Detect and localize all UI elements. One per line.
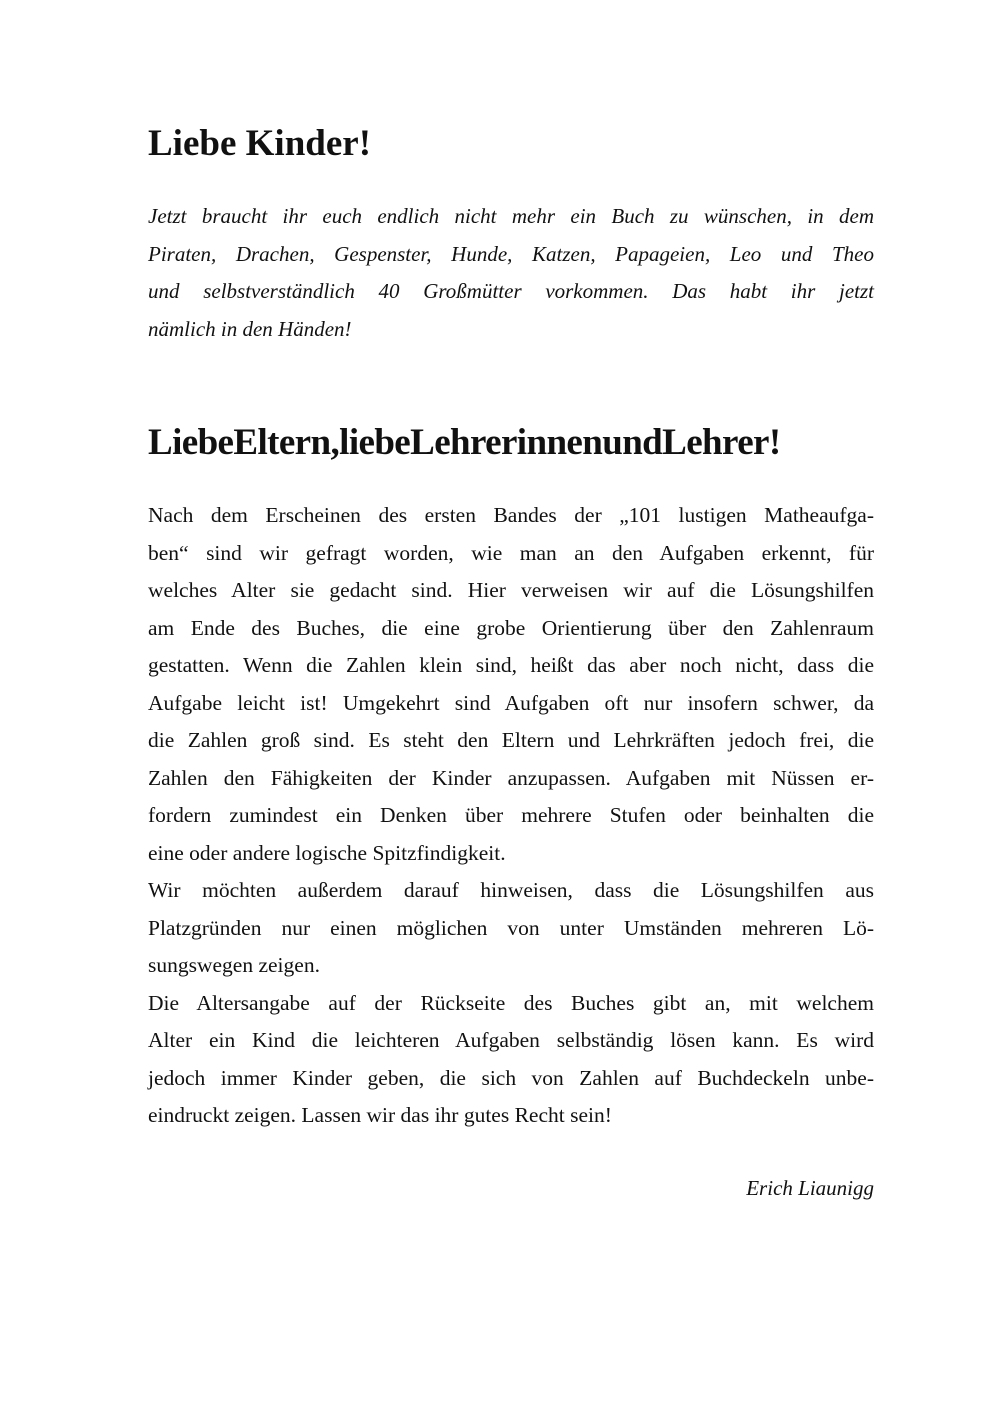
body-line: Platzgründen nur einen möglichen von unter Umständen mehreren Lö- <box>148 915 874 940</box>
intro-line: nämlich in den Händen! <box>148 316 352 341</box>
body-line: welches Alter sie gedacht sind. Hier verweisen wir auf die Lösungshilfen <box>148 578 874 602</box>
body-line: Nach dem Erscheinen des ersten Bandes der „101 lustigen Matheaufga- <box>148 503 874 527</box>
intro-paragraph <box>148 198 874 348</box>
body-line: fordern zumindest ein Denken über mehrere Stufen oder beinhalten die <box>148 803 874 827</box>
body-line: sungswegen zeigen. <box>148 953 320 977</box>
body-line: Wir möchten außerdem darauf hinweisen, dass die Lösungshilfen aus <box>148 878 874 902</box>
parents-paragraph <box>148 497 874 1135</box>
body-line: Die Altersangabe auf der Rückseite des Buches gibt an, mit welchem <box>148 990 874 1015</box>
heading-liebe-kinder: Liebe Kinder! <box>148 123 372 164</box>
body-line: eine oder andere logische Spitzfindigkeit. <box>148 840 506 865</box>
body-line: Aufgabe leicht ist! Umgekehrt sind Aufgaben oft nur insofern schwer, da <box>148 690 874 715</box>
body-line: gestatten. Wenn die Zahlen klein sind, heißt das aber noch nicht, dass die <box>148 653 874 677</box>
intro-line: und selbstverständlich 40 Großmütter vorkommen. Das habt ihr jetzt <box>148 279 874 303</box>
intro-line: Jetzt braucht ihr euch endlich nicht mehr ein Buch zu wünschen, in dem <box>148 204 874 228</box>
body-line: jedoch immer Kinder geben, die sich von Zahlen auf Buchdeckeln unbe- <box>148 1065 874 1090</box>
body-line: eindruckt zeigen. Lassen wir das ihr gutes Recht sein! <box>148 1103 612 1127</box>
document-page <box>148 118 874 1203</box>
body-line: Zahlen den Fähigkeiten der Kinder anzupassen. Aufgaben mit Nüssen er- <box>148 765 874 790</box>
author-signature: Erich Liaunigg <box>746 1175 874 1200</box>
body-line: ben“ sind wir gefragt worden, wie man an den Aufgaben erkennt, für <box>148 540 874 565</box>
intro-line: Piraten, Drachen, Gespenster, Hunde, Katzen, Papageien, Leo und Theo <box>148 241 874 266</box>
body-line: die Zahlen groß sind. Es steht den Eltern und Lehrkräften jedoch frei, die <box>148 728 874 752</box>
heading-liebe-eltern: LiebeEltern,liebeLehrerinnenundLehrer! <box>148 422 781 463</box>
body-line: am Ende des Buches, die eine grobe Orientierung über den Zahlenraum <box>148 615 874 640</box>
body-line: Alter ein Kind die leichteren Aufgaben selbständig lösen kann. Es wird <box>148 1028 874 1052</box>
